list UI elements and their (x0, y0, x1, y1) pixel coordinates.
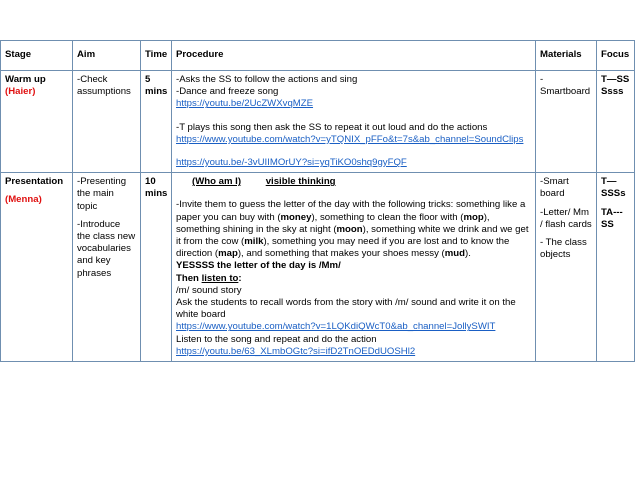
procedure-line: -Asks the SS to follow the actions and sing (176, 74, 358, 85)
procedure-line: -T plays this song then ask the SS to repeat it out loud and do the actions (176, 121, 488, 133)
aim-cell (73, 71, 141, 173)
materials-cell: - Smartboard (536, 71, 597, 173)
procedure-line: YESSSS the letter of the day is /Mm/ (176, 260, 341, 272)
procedure-paragraph: -Invite them to guess the letter of the day with the following tricks: something like a paper you can buy with (money), something to clean the floor with (mop), something shining in the sky at night (moon), something white we drink and we get it from the cow (milk), something you may need if you are lost and to know the direction (map), and something that makes your shoes messy (mud). (176, 199, 529, 260)
material-item: -Letter/ Mm / flash cards (540, 206, 592, 230)
aim-text: -Introduce the class new vocabularies and key phrases (77, 218, 136, 279)
stage-cell (1, 173, 73, 362)
focus-cell: T—SS Ssss (597, 71, 635, 173)
activity-subtitle-text: visible thinking (265, 176, 336, 188)
time-cell: 5 mins (141, 71, 172, 173)
header-materials: Materials (536, 41, 597, 71)
header-focus: Focus (597, 41, 635, 71)
header-stage: Stage (1, 41, 73, 71)
table-row (1, 173, 635, 362)
teacher-name: (Menna) (5, 194, 42, 206)
material-item: -Smart board (540, 176, 569, 200)
procedure-line: /m/ sound story (176, 284, 242, 296)
stage-name: Warm up (5, 74, 46, 85)
activity-title-text: (Who am I) (192, 176, 242, 188)
aim-text: -Check assumptions (77, 74, 131, 98)
video-link[interactable]: https://youtu.be/2UcZWXvqMZE (176, 98, 314, 110)
table-row (1, 71, 635, 173)
header-row (1, 41, 635, 71)
lesson-plan-table (0, 40, 635, 362)
procedure-line: -Dance and freeze song (176, 86, 279, 98)
stage-cell (1, 71, 73, 173)
video-link[interactable]: https://youtu.be/63_XLmbOGtc?si=ifD2TnOEDdUOSHl2 (176, 345, 416, 357)
procedure-line: Then listen to: (176, 272, 242, 284)
focus-item: TA--- SS (601, 206, 623, 230)
video-link[interactable]: https://www.youtube.com/watch?v=1LQKdiQWcT0&ab_channel=JollySWIT (176, 321, 496, 333)
video-link[interactable]: https://www.youtube.com/watch?v=yTQNIX_pFFo&t=7s&ab_channel=SoundClips (176, 133, 524, 145)
video-link[interactable]: https://youtu.be/-3vUIIMOrUY?si=yqTiKO0shq9gyFQF (176, 157, 407, 169)
procedure-cell (172, 71, 536, 173)
stage-name: Presentation (5, 176, 64, 188)
header-time: Time (141, 41, 172, 71)
header-aim: Aim (73, 41, 141, 71)
header-procedure: Procedure (172, 41, 536, 71)
teacher-name: (Haier) (5, 86, 36, 98)
procedure-line: Listen to the song and repeat and do the action (176, 333, 377, 345)
aim-text: -Presenting the main topic (77, 176, 127, 212)
aim-cell (73, 173, 141, 362)
focus-item: T— SSSs (601, 176, 626, 200)
time-cell: 10 mins (141, 173, 172, 362)
procedure-line: Ask the students to recall words from the story with /m/ sound and write it on the white board (176, 297, 516, 321)
procedure-cell (172, 173, 536, 362)
focus-cell (597, 173, 635, 362)
material-item: - The class objects (540, 237, 587, 261)
materials-cell (536, 173, 597, 362)
activity-title (176, 176, 531, 188)
